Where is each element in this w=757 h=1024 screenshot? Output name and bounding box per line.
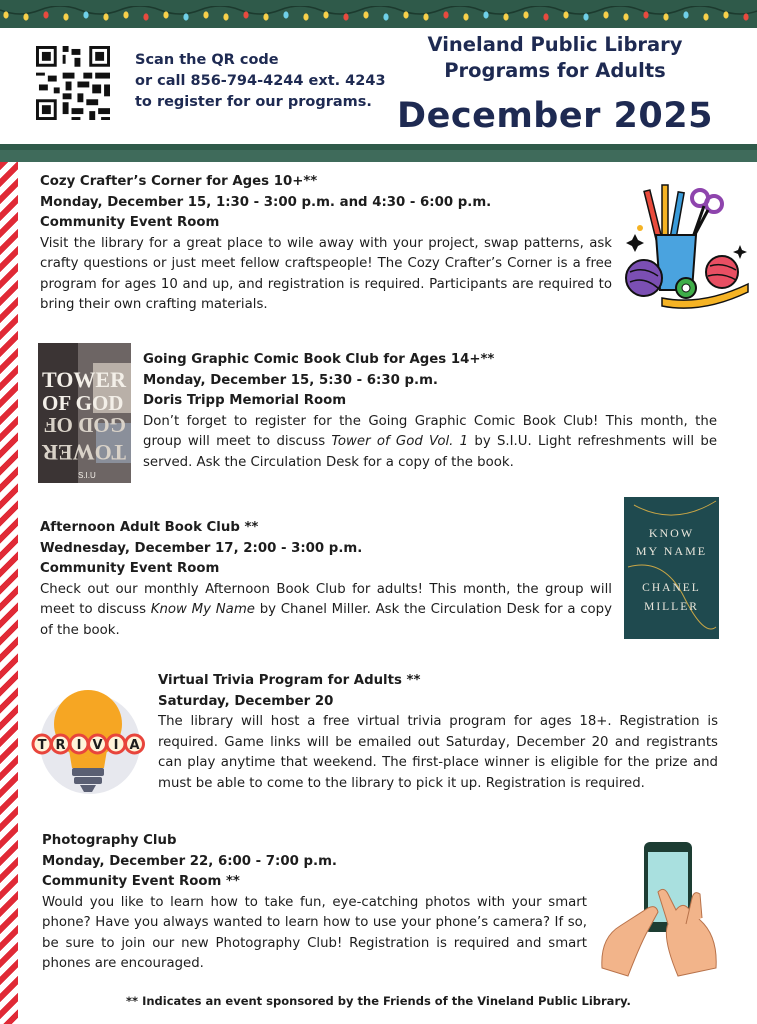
event-virtual-trivia bbox=[158, 671, 718, 794]
light-bulb-icon bbox=[603, 11, 608, 18]
light-bulb-icon bbox=[503, 13, 508, 20]
trivia-letter: I bbox=[113, 738, 119, 753]
sponsor-note: ** Indicates an event sponsored by the Friends of the Vineland Public Library. bbox=[126, 994, 631, 1008]
light-bulb-icon bbox=[103, 13, 108, 20]
month-title: December 2025 bbox=[397, 96, 713, 136]
event-description: Don’t forget to register for the Going Graphic Comic Book Club! This month, the group will meet to discuss Tower of God Vol. 1 by S.I.U. Light refreshments will be served. Ask the Circulation Desk for a copy of the book. bbox=[143, 413, 718, 470]
event-location: Doris Tripp Memorial Room bbox=[143, 393, 347, 408]
cover-text-4: TOWER bbox=[42, 440, 126, 465]
light-bulb-icon bbox=[3, 11, 8, 18]
header-divider bbox=[0, 144, 757, 162]
light-bulb-icon bbox=[743, 13, 748, 20]
qr-code-icon bbox=[36, 46, 110, 120]
cover-author: S.I.U bbox=[78, 471, 96, 480]
event-date: Monday, December 15, 5:30 - 6:30 p.m. bbox=[143, 372, 438, 388]
light-bulb-icon bbox=[723, 11, 728, 18]
event-title: Photography Club bbox=[42, 833, 177, 848]
holiday-lights-banner bbox=[0, 0, 757, 28]
light-bulb-icon bbox=[343, 13, 348, 20]
event-photography-club bbox=[42, 831, 587, 975]
light-bulb-icon bbox=[703, 13, 708, 20]
scan-line-1: Scan the QR code bbox=[135, 52, 279, 68]
trivia-letter: V bbox=[92, 738, 103, 753]
event-location: Community Event Room ** bbox=[42, 874, 240, 889]
cover-author-1: CHANEL bbox=[642, 582, 701, 594]
event-afternoon-book-club bbox=[40, 518, 612, 641]
know-my-name-cover-image bbox=[624, 497, 719, 639]
trivia-letter: A bbox=[129, 738, 140, 753]
light-bulb-icon bbox=[123, 11, 128, 18]
cover-title-1: KNOW bbox=[648, 526, 695, 540]
tower-of-god-cover-image bbox=[38, 343, 131, 483]
event-date: Wednesday, December 17, 2:00 - 3:00 p.m. bbox=[40, 540, 363, 556]
event-going-graphic bbox=[143, 350, 717, 473]
light-bulb-icon bbox=[563, 11, 568, 18]
light-bulb-icon bbox=[543, 13, 548, 20]
event-title: Virtual Trivia Program for Adults ** bbox=[158, 673, 421, 688]
light-bulb-icon bbox=[143, 13, 148, 20]
light-bulb-icon bbox=[163, 11, 168, 18]
event-title: Going Graphic Comic Book Club for Ages 14+** bbox=[143, 352, 495, 367]
light-bulb-icon bbox=[483, 11, 488, 18]
scan-line-2: or call 856-794-4244 ext. 4243 bbox=[135, 73, 386, 89]
cover-title-2: MY NAME bbox=[635, 544, 708, 558]
registration-instructions bbox=[135, 50, 385, 113]
event-date: Monday, December 15, 1:30 - 3:00 p.m. and 4:30 - 6:00 p.m. bbox=[40, 194, 492, 210]
event-date: Saturday, December 20 bbox=[158, 693, 334, 709]
light-bulb-icon bbox=[323, 11, 328, 18]
book-title: Know My Name bbox=[150, 602, 255, 617]
program-subtitle: Programs for Adults bbox=[444, 59, 666, 82]
light-bulb-icon bbox=[423, 13, 428, 20]
trivia-letter: T bbox=[37, 738, 47, 753]
light-bulb-icon bbox=[523, 11, 528, 18]
light-bulb-icon bbox=[83, 11, 88, 18]
book-title: Tower of God Vol. 1 bbox=[331, 434, 469, 449]
trivia-letter: I bbox=[76, 738, 82, 753]
smartphone-hands-icon bbox=[598, 838, 720, 980]
library-name: Vineland Public Library bbox=[427, 33, 683, 56]
trivia-lightbulb-icon bbox=[30, 682, 145, 802]
light-bulb-icon bbox=[63, 13, 68, 20]
light-bulb-icon bbox=[623, 13, 628, 20]
light-bulb-icon bbox=[243, 11, 248, 18]
light-bulb-icon bbox=[283, 11, 288, 18]
event-description: Visit the library for a great place to wile away with your project, swap patterns, ask crafty questions or just meet fellow craftspeople! The Cozy Crafter’s Corner is a free program for ages 10 and up, and registration is required. Participants are required to bring their own crafting materials. bbox=[40, 235, 612, 312]
light-bulb-icon bbox=[183, 13, 188, 20]
light-bulb-icon bbox=[663, 13, 668, 20]
light-bulb-icon bbox=[383, 13, 388, 20]
light-bulb-icon bbox=[23, 13, 28, 20]
light-bulb-icon bbox=[683, 11, 688, 18]
candy-cane-border bbox=[0, 162, 18, 1024]
event-location: Community Event Room bbox=[40, 215, 220, 230]
scan-line-3: to register for our programs. bbox=[135, 94, 372, 110]
light-bulb-icon bbox=[203, 11, 208, 18]
light-bulb-icon bbox=[43, 11, 48, 18]
light-bulb-icon bbox=[443, 11, 448, 18]
string-lights-icon bbox=[0, 6, 757, 22]
light-bulb-icon bbox=[303, 13, 308, 20]
light-bulb-icon bbox=[643, 11, 648, 18]
light-bulb-icon bbox=[363, 11, 368, 18]
cover-text-1: TOWER bbox=[42, 367, 126, 392]
craft-supplies-icon bbox=[622, 180, 752, 315]
light-bulb-icon bbox=[223, 13, 228, 20]
cover-author-2: MILLER bbox=[644, 601, 699, 613]
light-bulb-icon bbox=[403, 11, 408, 18]
trivia-letter: R bbox=[55, 738, 66, 753]
cover-text-2: OF GOD bbox=[42, 391, 124, 415]
light-bulb-icon bbox=[583, 13, 588, 20]
event-description: The library will host a free virtual trivia program for ages 18+. Registration is required. Game links will be emailed out Saturday, December 20 and registrants can play anytime that weekend. The first-place winner is eligible for the prize and must be able to come to the library to pick it up. Registration is required. bbox=[158, 714, 718, 791]
event-location: Community Event Room bbox=[40, 561, 220, 576]
event-cozy-crafters bbox=[40, 172, 612, 316]
cover-text-3: GOD OF bbox=[43, 413, 126, 437]
event-title: Afternoon Adult Book Club ** bbox=[40, 520, 259, 535]
event-description: Check out our monthly Afternoon Book Club for adults! This month, the group will meet to discuss Know My Name by Chanel Miller. Ask the Circulation Desk for a copy of the book. bbox=[40, 581, 612, 638]
page-header bbox=[0, 28, 757, 144]
light-bulb-icon bbox=[263, 13, 268, 20]
library-title bbox=[395, 32, 715, 84]
event-date: Monday, December 22, 6:00 - 7:00 p.m. bbox=[42, 853, 337, 869]
event-description: Would you like to learn how to take fun, eye-catching photos with your smart phone? Have you always wanted to learn how to use your phone’s camera? If so, be sure to join our new Photography Club! Registration is required and smart phones are encouraged. bbox=[42, 894, 587, 971]
light-bulb-icon bbox=[463, 13, 468, 20]
event-title: Cozy Crafter’s Corner for Ages 10+** bbox=[40, 174, 318, 189]
